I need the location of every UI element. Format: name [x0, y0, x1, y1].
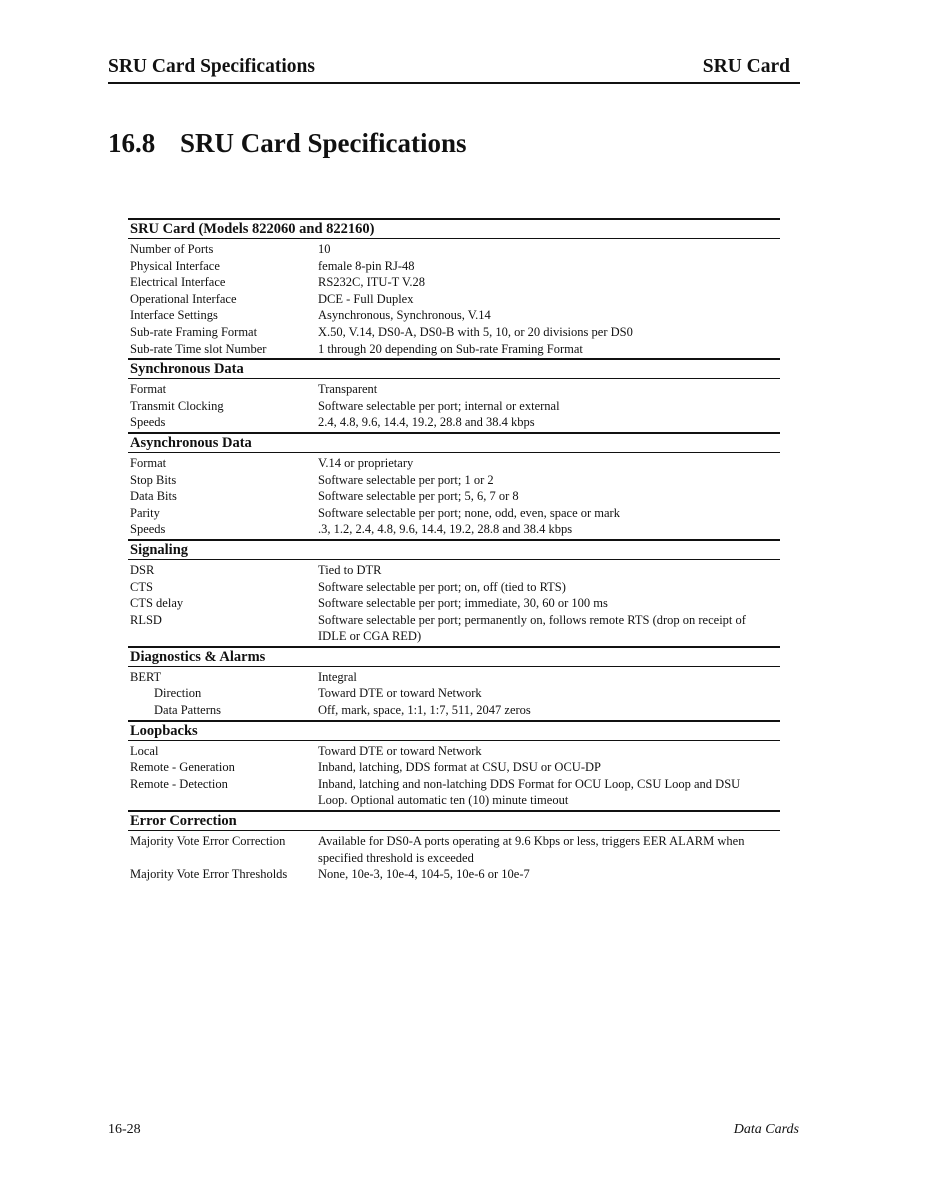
spec-row: [128, 702, 780, 719]
spec-row: [128, 414, 780, 431]
spec-label: RLSD: [130, 612, 162, 627]
page-number: 16-28: [108, 1122, 141, 1137]
spec-label: Electrical Interface: [130, 275, 226, 290]
spec-label: Majority Vote Error Correction: [130, 834, 286, 849]
spec-label: Parity: [130, 505, 160, 520]
spec-row: [128, 776, 780, 809]
spec-row: [128, 341, 780, 358]
spec-group-title: Synchronous Data: [128, 360, 780, 379]
spec-group-title: Diagnostics & Alarms: [128, 648, 780, 667]
spec-value: Software selectable per port; permanently on, follows remote RTS (drop on receipt of IDLE or CGA RED): [318, 612, 746, 644]
spec-row: [128, 579, 780, 596]
spec-label: Interface Settings: [130, 308, 218, 323]
spec-value: X.50, V.14, DS0-A, DS0-B with 5, 10, or 20 divisions per DS0: [318, 324, 633, 339]
spec-row: [128, 833, 780, 866]
spec-value: 10: [318, 242, 331, 256]
spec-label: Number of Ports: [130, 242, 214, 256]
spec-group: [128, 358, 780, 432]
spec-value: .3, 1.2, 2.4, 4.8, 9.6, 14.4, 19.2, 28.8 and 38.4 kbps: [318, 522, 573, 537]
spec-row: [128, 562, 780, 579]
spec-label: Local: [130, 743, 159, 758]
spec-row: [128, 759, 780, 776]
spec-row: [128, 685, 780, 702]
spec-value: female 8-pin RJ-48: [318, 258, 415, 273]
spec-label: Format: [130, 455, 167, 470]
spec-value: Available for DS0-A ports operating at 9.6 Kbps or less, triggers EER ALARM when specified threshold is exceeded: [318, 834, 745, 865]
spec-label: Data Bits: [130, 489, 177, 504]
spec-value: Software selectable per port; on, off (tied to RTS): [318, 579, 566, 594]
spec-row: [128, 455, 780, 472]
spec-value: Inband, latching and non-latching DDS Format for OCU Loop, CSU Loop and DSU Loop. Optional automatic ten (10) minute timeout: [318, 776, 741, 808]
spec-value: Toward DTE or toward Network: [318, 743, 482, 758]
spec-value: Asynchronous, Synchronous, V.14: [318, 308, 491, 323]
spec-row: [128, 274, 780, 291]
spec-group: [128, 218, 780, 358]
spec-group: [128, 720, 780, 810]
spec-row: [128, 307, 780, 324]
spec-group: [128, 539, 780, 646]
spec-label: Direction: [154, 686, 202, 701]
spec-label: DSR: [130, 562, 155, 577]
spec-row: [128, 669, 780, 686]
spec-value: 1 through 20 depending on Sub-rate Framing Format: [318, 341, 583, 356]
spec-value: Transparent: [318, 382, 378, 397]
spec-row: [128, 472, 780, 489]
spec-value: Integral: [318, 669, 357, 684]
spec-row: [128, 324, 780, 341]
spec-value: 2.4, 4.8, 9.6, 14.4, 19.2, 28.8 and 38.4 kbps: [318, 415, 535, 430]
spec-label: Remote - Detection: [130, 776, 228, 791]
section-title: [108, 128, 467, 159]
spec-value: RS232C, ITU-T V.28: [318, 275, 425, 290]
spec-label: Stop Bits: [130, 472, 177, 487]
spec-row: [128, 398, 780, 415]
spec-group-title: Asynchronous Data: [128, 434, 780, 453]
spec-row: [128, 595, 780, 612]
spec-row: [128, 521, 780, 538]
section-number: 16.8: [108, 128, 156, 158]
spec-label: Speeds: [130, 522, 166, 537]
spec-value: Software selectable per port; internal or external: [318, 398, 560, 413]
spec-value: V.14 or proprietary: [318, 455, 414, 470]
spec-row: [128, 381, 780, 398]
spec-label: Data Patterns: [154, 703, 221, 718]
spec-row: [128, 291, 780, 308]
section-title-text: SRU Card Specifications: [180, 128, 467, 158]
spec-group-title: Loopbacks: [128, 722, 780, 741]
spec-row: [128, 743, 780, 760]
spec-value: Inband, latching, DDS format at CSU, DSU or OCU-DP: [318, 760, 601, 775]
spec-label: Format: [130, 382, 167, 397]
spec-label: Majority Vote Error Thresholds: [130, 867, 288, 882]
spec-label: Physical Interface: [130, 258, 220, 273]
spec-value: Software selectable per port; none, odd, even, space or mark: [318, 505, 620, 520]
spec-group: [128, 810, 780, 884]
spec-value: Off, mark, space, 1:1, 1:7, 511, 2047 zeros: [318, 703, 531, 718]
spec-label: BERT: [130, 669, 162, 684]
spec-label: Transmit Clocking: [130, 398, 224, 413]
spec-value: Software selectable per port; immediate, 30, 60 or 100 ms: [318, 596, 608, 611]
spec-row: [128, 258, 780, 275]
spec-group: [128, 432, 780, 539]
spec-label: Sub-rate Time slot Number: [130, 341, 267, 356]
spec-value: None, 10e-3, 10e-4, 104-5, 10e-6 or 10e-7: [318, 867, 530, 882]
chapter-name: Data Cards: [733, 1122, 799, 1137]
spec-group-title: Signaling: [128, 541, 780, 560]
spec-value: Software selectable per port; 1 or 2: [318, 472, 494, 487]
spec-label: CTS delay: [130, 596, 184, 611]
header-right-title: SRU Card: [702, 56, 790, 77]
spec-value: Toward DTE or toward Network: [318, 686, 482, 701]
spec-row: [128, 241, 780, 258]
spec-value: Tied to DTR: [318, 562, 382, 577]
spec-label: Remote - Generation: [130, 760, 235, 775]
spec-row: [128, 612, 780, 645]
spec-row: [128, 866, 780, 883]
spec-label: Speeds: [130, 415, 166, 430]
spec-group: [128, 646, 780, 720]
header-left-title: SRU Card Specifications: [108, 56, 315, 77]
spec-group-title: SRU Card (Models 822060 and 822160): [128, 220, 780, 239]
spec-group-title: Error Correction: [128, 812, 780, 831]
spec-row: [128, 488, 780, 505]
spec-label: CTS: [130, 579, 153, 594]
running-header: [108, 56, 800, 84]
spec-label: Sub-rate Framing Format: [130, 324, 258, 339]
spec-value: Software selectable per port; 5, 6, 7 or 8: [318, 489, 519, 504]
spec-value: DCE - Full Duplex: [318, 291, 414, 306]
spec-label: Operational Interface: [130, 291, 237, 306]
spec-table: [128, 218, 780, 884]
spec-row: [128, 505, 780, 522]
